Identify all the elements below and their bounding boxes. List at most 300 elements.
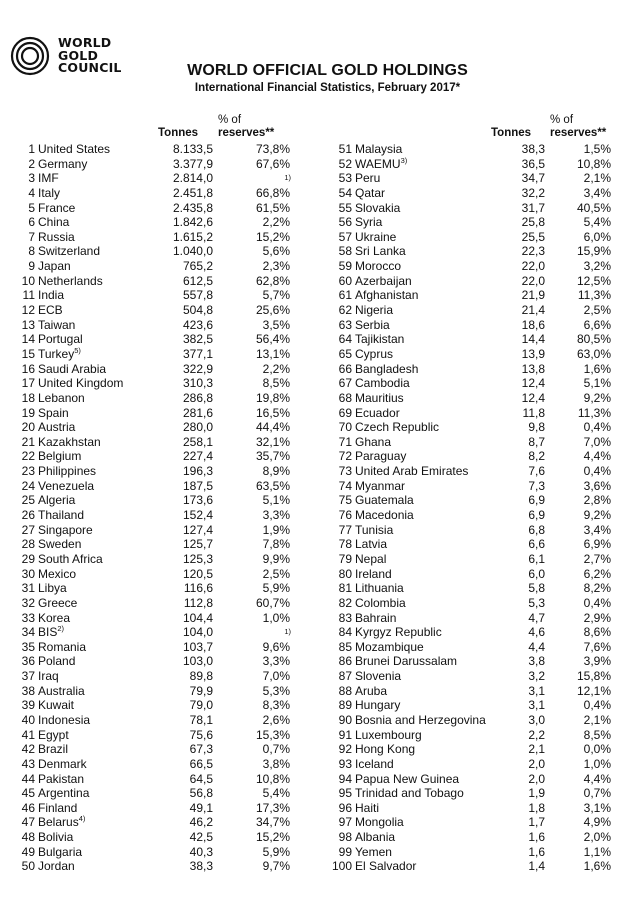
country-cell <box>355 230 396 245</box>
table-row <box>320 581 639 596</box>
tonnes-cell: 21,4 <box>521 303 545 318</box>
tonnes-cell: 104,4 <box>182 610 213 625</box>
country-cell <box>355 596 406 611</box>
country-cell <box>355 581 404 596</box>
country-cell <box>355 742 415 757</box>
rank-cell: 74 <box>338 478 352 493</box>
rank-cell: 60 <box>338 273 352 288</box>
table-row <box>320 244 639 259</box>
country-cell <box>355 801 379 816</box>
tonnes-cell: 3,0 <box>528 712 545 727</box>
pct-reserves-cell: 63,5% <box>255 478 290 493</box>
table-row <box>0 215 320 230</box>
tonnes-cell: 34,7 <box>521 171 545 186</box>
tonnes-cell: 286,8 <box>182 390 213 405</box>
tonnes-cell: 2.451,8 <box>172 185 213 200</box>
pct-reserves-cell: 3,3% <box>262 508 290 523</box>
table-row <box>320 157 639 172</box>
country-name: United States <box>38 142 111 156</box>
country-name: Slovakia <box>355 200 401 215</box>
footnote-marker: 1) <box>284 173 291 183</box>
table-row <box>0 654 320 669</box>
table-row <box>0 537 320 552</box>
tonnes-cell: 2.814,0 <box>172 171 213 186</box>
pct-reserves-cell: 3,9% <box>583 654 611 669</box>
rank-cell: 56 <box>338 215 352 230</box>
country-cell <box>38 362 106 377</box>
country-cell <box>38 318 75 333</box>
country-cell <box>38 728 69 743</box>
tonnes-cell: 9,8 <box>528 420 545 435</box>
pct-reserves-cell: 7,0% <box>583 434 611 449</box>
country-name: Korea <box>38 610 71 625</box>
country-cell <box>38 640 86 655</box>
country-cell <box>355 449 406 464</box>
table-row <box>320 523 639 538</box>
table-row <box>320 698 639 713</box>
pct-reserves-cell: 2,8% <box>583 493 611 508</box>
country-cell <box>38 157 87 172</box>
pct-reserves-cell: 2,2% <box>262 361 290 376</box>
rank-cell: 66 <box>338 361 352 376</box>
country-name: Cyprus <box>355 346 394 361</box>
table-row <box>320 215 639 230</box>
pct-reserves-cell: 5,1% <box>583 376 611 391</box>
pct-header-line2: reserves** <box>218 127 275 139</box>
rank-cell: 19 <box>21 405 35 420</box>
country-cell <box>355 786 464 801</box>
pct-reserves-cell: 9,7% <box>262 859 290 874</box>
tonnes-cell: 6,1 <box>528 551 545 566</box>
country-name: Egypt <box>38 727 69 742</box>
country-name: Cambodia <box>355 376 410 391</box>
left-holdings-table <box>0 142 320 874</box>
table-row <box>320 303 639 318</box>
table-row <box>320 464 639 479</box>
tonnes-cell: 36,5 <box>521 156 545 171</box>
country-name: Japan <box>38 259 71 274</box>
country-name: Ghana <box>355 434 392 449</box>
country-cell <box>355 406 400 421</box>
rank-cell: 33 <box>21 610 35 625</box>
tonnes-cell: 4,4 <box>528 639 545 654</box>
pct-reserves-cell: 32,1% <box>255 434 290 449</box>
pct-reserves-cell: 2,0% <box>583 830 611 845</box>
table-row <box>0 596 320 611</box>
tonnes-cell: 13,8 <box>521 361 545 376</box>
table-row <box>320 625 639 640</box>
tonnes-cell: 125,7 <box>182 537 213 552</box>
tonnes-cell: 322,9 <box>182 361 213 376</box>
tonnes-cell: 42,5 <box>189 830 213 845</box>
table-row <box>320 728 639 743</box>
rank-cell: 85 <box>338 639 352 654</box>
rank-cell: 1 <box>28 142 35 156</box>
pct-reserves-cell: 73,8% <box>255 142 290 156</box>
table-row <box>0 830 320 845</box>
pct-reserves-cell: 3,1% <box>583 800 611 815</box>
country-name: Malaysia <box>355 142 403 156</box>
rank-cell: 21 <box>21 434 35 449</box>
table-row <box>0 859 320 874</box>
rank-cell: 50 <box>21 859 35 874</box>
table-row <box>320 537 639 552</box>
country-cell <box>355 611 396 626</box>
country-cell <box>38 435 101 450</box>
footnote-marker: 3) <box>400 155 408 165</box>
country-cell <box>355 698 400 713</box>
country-name: Kuwait <box>38 698 75 713</box>
tonnes-cell: 12,4 <box>521 376 545 391</box>
pct-reserves-cell: 5,1% <box>262 493 290 508</box>
rank-cell: 39 <box>21 698 35 713</box>
pct-reserves-cell: 2,9% <box>583 610 611 625</box>
pct-reserves-cell: 35,7% <box>255 449 290 464</box>
rank-cell: 94 <box>338 771 352 786</box>
country-cell <box>38 171 59 186</box>
rank-cell: 23 <box>21 464 35 479</box>
tonnes-cell: 25,5 <box>521 229 545 244</box>
rank-cell: 54 <box>338 185 352 200</box>
page-subtitle: International Financial Statistics, February 2017* <box>194 82 461 94</box>
rank-cell: 58 <box>338 244 352 259</box>
table-row <box>320 493 639 508</box>
table-row <box>320 567 639 582</box>
country-name: Belgium <box>38 449 82 464</box>
rank-cell: 100 <box>331 859 352 874</box>
rank-cell: 79 <box>338 551 352 566</box>
country-name: Czech Republic <box>355 420 440 435</box>
rank-cell: 12 <box>21 303 35 318</box>
country-name: Hungary <box>355 698 401 713</box>
pct-reserves-cell: 15,8% <box>576 669 611 684</box>
table-row <box>0 772 320 787</box>
tonnes-cell: 2,1 <box>528 742 545 757</box>
rank-cell: 62 <box>338 303 352 318</box>
country-name: Kazakhstan <box>38 434 101 449</box>
rank-cell: 99 <box>338 844 352 859</box>
country-name: Taiwan <box>38 317 76 332</box>
country-cell <box>38 244 100 259</box>
tonnes-cell: 557,8 <box>182 288 213 303</box>
country-cell <box>38 303 63 318</box>
pct-reserves-cell: 9,9% <box>262 551 290 566</box>
pct-reserves-cell: 8,3% <box>262 698 290 713</box>
country-name: United Arab Emirates <box>355 464 469 479</box>
tonnes-cell: 8,7 <box>528 434 545 449</box>
country-name: Tajikistan <box>355 332 405 347</box>
tonnes-cell: 8.133,5 <box>172 142 213 156</box>
country-name: Denmark <box>38 756 87 771</box>
table-row <box>320 420 639 435</box>
country-cell <box>355 508 414 523</box>
country-name: Albania <box>355 830 396 845</box>
country-name: Papua New Guinea <box>355 771 460 786</box>
tonnes-cell: 377,1 <box>182 346 213 361</box>
country-name: Morocco <box>355 259 402 274</box>
table-row <box>0 611 320 626</box>
rank-cell: 36 <box>21 654 35 669</box>
pct-reserves-cell: 6,6% <box>583 317 611 332</box>
country-cell <box>355 859 416 874</box>
country-cell <box>38 420 75 435</box>
tonnes-cell: 120,5 <box>182 566 213 581</box>
pct-reserves-cell: 11,3% <box>577 288 611 303</box>
rank-cell: 3 <box>28 171 35 186</box>
country-cell <box>355 362 418 377</box>
rank-cell: 83 <box>338 610 352 625</box>
tonnes-cell: 2,0 <box>528 771 545 786</box>
country-cell <box>38 142 110 157</box>
table-row <box>0 713 320 728</box>
tonnes-cell: 3,8 <box>528 654 545 669</box>
pct-reserves-cell: 63,0% <box>576 346 611 361</box>
country-name: Myanmar <box>355 478 406 493</box>
country-cell <box>38 230 75 245</box>
table-row <box>320 362 639 377</box>
table-row <box>320 596 639 611</box>
left-tonnes-header: Tonnes <box>158 127 199 139</box>
tonnes-cell: 310,3 <box>182 376 213 391</box>
table-row <box>320 684 639 699</box>
rank-cell: 44 <box>21 771 35 786</box>
table-row <box>0 142 320 157</box>
rank-cell: 34 <box>21 625 35 640</box>
country-cell <box>38 684 85 699</box>
country-cell <box>355 376 410 391</box>
country-cell <box>38 581 67 596</box>
rank-cell: 68 <box>338 390 352 405</box>
pct-reserves-cell: 17,3% <box>255 800 290 815</box>
table-row <box>0 464 320 479</box>
tonnes-cell: 8,2 <box>528 449 545 464</box>
country-cell <box>38 493 75 508</box>
rank-cell: 67 <box>338 376 352 391</box>
pct-reserves-cell: 3,8% <box>262 756 290 771</box>
country-name: IMF <box>38 171 59 186</box>
tonnes-cell: 281,6 <box>182 405 213 420</box>
tonnes-cell: 258,1 <box>182 434 213 449</box>
tonnes-cell: 6,9 <box>528 493 545 508</box>
country-name: Bahrain <box>355 610 397 625</box>
rank-cell: 38 <box>21 683 35 698</box>
country-cell <box>355 347 393 362</box>
country-cell <box>38 786 89 801</box>
tonnes-cell: 6,8 <box>528 522 545 537</box>
pct-reserves-cell: 1,6% <box>583 361 611 376</box>
rank-cell: 75 <box>338 493 352 508</box>
right-tonnes-header: Tonnes <box>491 127 532 139</box>
pct-reserves-cell: 15,2% <box>255 830 290 845</box>
pct-reserves-cell: 10,8% <box>255 771 290 786</box>
tonnes-cell: 40,3 <box>189 844 213 859</box>
country-cell <box>355 640 424 655</box>
rank-cell: 28 <box>21 537 35 552</box>
country-name: Nepal <box>355 551 387 566</box>
rank-cell: 61 <box>338 288 352 303</box>
tonnes-cell: 78,1 <box>189 712 213 727</box>
table-row <box>0 479 320 494</box>
country-cell <box>355 713 486 728</box>
table-row <box>0 230 320 245</box>
tonnes-cell: 152,4 <box>182 508 213 523</box>
tonnes-cell: 18,6 <box>521 317 545 332</box>
rank-cell: 93 <box>338 756 352 771</box>
tonnes-cell: 22,0 <box>521 259 545 274</box>
rank-cell: 49 <box>21 844 35 859</box>
pct-reserves-cell: 2,3% <box>262 259 290 274</box>
country-name: Slovenia <box>355 669 402 684</box>
country-name: Paraguay <box>355 449 407 464</box>
country-cell <box>355 201 400 216</box>
country-cell <box>355 464 468 479</box>
country-cell <box>355 537 387 552</box>
table-row <box>0 186 320 201</box>
rank-cell: 91 <box>338 727 352 742</box>
tonnes-cell: 103,7 <box>182 639 213 654</box>
tonnes-cell: 1,9 <box>528 786 545 801</box>
rank-cell: 69 <box>338 405 352 420</box>
tonnes-cell: 22,0 <box>521 273 545 288</box>
country-cell <box>38 537 81 552</box>
table-row <box>0 157 320 172</box>
country-name: South Africa <box>38 551 103 566</box>
left-pct-header <box>218 114 274 140</box>
pct-reserves-cell: 5,9% <box>262 581 290 596</box>
table-row <box>320 859 639 874</box>
pct-reserves-cell: 0,4% <box>583 464 611 479</box>
country-name: Peru <box>355 171 381 186</box>
pct-reserves-cell: 61,5% <box>255 200 290 215</box>
country-cell <box>355 523 393 538</box>
table-row <box>320 171 639 186</box>
country-cell <box>38 713 90 728</box>
right-holdings-table <box>320 142 639 874</box>
pct-reserves-cell: 13,1% <box>255 346 290 361</box>
tonnes-cell: 1.615,2 <box>172 229 213 244</box>
pct-reserves-cell: 12,1% <box>576 683 611 698</box>
pct-reserves-cell: 40,5% <box>576 200 611 215</box>
country-name: Guatemala <box>355 493 414 508</box>
table-row <box>320 259 639 274</box>
rank-cell: 82 <box>338 595 352 610</box>
rank-cell: 45 <box>21 786 35 801</box>
country-name: Venezuela <box>38 478 95 493</box>
country-name: Romania <box>38 639 87 654</box>
pct-reserves-cell: 7,0% <box>262 669 290 684</box>
country-cell <box>38 772 84 787</box>
tonnes-cell: 1,7 <box>528 815 545 830</box>
country-cell <box>38 508 84 523</box>
pct-reserves-cell: 11,3% <box>577 405 611 420</box>
country-name: Yemen <box>355 844 392 859</box>
country-name: China <box>38 215 70 230</box>
pct-reserves-cell: 66,8% <box>255 185 290 200</box>
table-row <box>320 713 639 728</box>
table-row <box>0 420 320 435</box>
tonnes-cell: 125,3 <box>182 551 213 566</box>
country-cell <box>355 391 404 406</box>
tonnes-cell: 6,9 <box>528 508 545 523</box>
pct-reserves-cell: 2,1% <box>583 171 611 186</box>
rank-cell: 63 <box>338 317 352 332</box>
rank-cell: 26 <box>21 508 35 523</box>
tonnes-cell: 32,2 <box>521 185 545 200</box>
pct-reserves-cell: 2,5% <box>262 566 290 581</box>
country-cell <box>38 801 77 816</box>
table-row <box>0 698 320 713</box>
tonnes-cell: 196,3 <box>182 464 213 479</box>
table-row <box>0 581 320 596</box>
country-cell <box>355 303 393 318</box>
pct-reserves-cell: 2,5% <box>583 303 611 318</box>
table-row <box>320 611 639 626</box>
country-cell <box>355 757 394 772</box>
pct-reserves-cell: 19,8% <box>255 390 290 405</box>
pct-reserves-cell: 4,4% <box>583 449 611 464</box>
table-row <box>0 171 320 186</box>
pct-reserves-cell: 8,9% <box>262 464 290 479</box>
tonnes-cell: 14,4 <box>521 332 545 347</box>
country-name: Serbia <box>355 317 390 332</box>
logo-line: GOLD <box>58 47 99 63</box>
table-row <box>320 845 639 860</box>
tonnes-cell: 75,6 <box>189 727 213 742</box>
rank-cell: 53 <box>338 171 352 186</box>
rank-cell: 72 <box>338 449 352 464</box>
tonnes-cell: 13,9 <box>521 346 545 361</box>
country-cell <box>355 186 385 201</box>
table-row <box>0 742 320 757</box>
country-cell <box>355 142 402 157</box>
country-name: Ireland <box>355 566 392 581</box>
pct-reserves-cell: 44,4% <box>255 420 290 435</box>
country-name: Singapore <box>38 522 93 537</box>
country-name: Saudi Arabia <box>38 361 107 376</box>
table-row <box>0 347 320 362</box>
country-cell <box>38 347 81 362</box>
country-name: Brunei Darussalam <box>355 654 458 669</box>
rank-cell: 2 <box>28 156 35 171</box>
tonnes-cell: 64,5 <box>189 771 213 786</box>
tonnes-cell: 46,2 <box>189 815 213 830</box>
country-cell <box>355 815 404 830</box>
table-row <box>320 201 639 216</box>
country-name: Sweden <box>38 537 82 552</box>
rank-cell: 64 <box>338 332 352 347</box>
tonnes-cell: 5,3 <box>528 595 545 610</box>
country-name: Sri Lanka <box>355 244 406 259</box>
country-name: Switzerland <box>38 244 101 259</box>
country-name: Mongolia <box>355 815 404 830</box>
pct-reserves-cell: 9,2% <box>583 390 611 405</box>
pct-reserves-cell: 2,7% <box>583 551 611 566</box>
country-name: Ukraine <box>355 229 397 244</box>
country-name: Hong Kong <box>355 742 416 757</box>
country-cell <box>355 318 390 333</box>
footnote-marker: 1) <box>284 627 291 637</box>
pct-reserves-cell: 6,2% <box>583 566 611 581</box>
footnote-marker: 5) <box>74 345 81 355</box>
pct-reserves-cell: 56,4% <box>255 332 290 347</box>
table-row <box>0 244 320 259</box>
country-cell <box>38 215 69 230</box>
country-name: Jordan <box>38 859 75 874</box>
tonnes-cell: 280,0 <box>182 420 213 435</box>
country-name: Austria <box>38 420 76 435</box>
country-name: Ecuador <box>355 405 400 420</box>
page-title: WORLD OFFICIAL GOLD HOLDINGS <box>187 62 468 79</box>
